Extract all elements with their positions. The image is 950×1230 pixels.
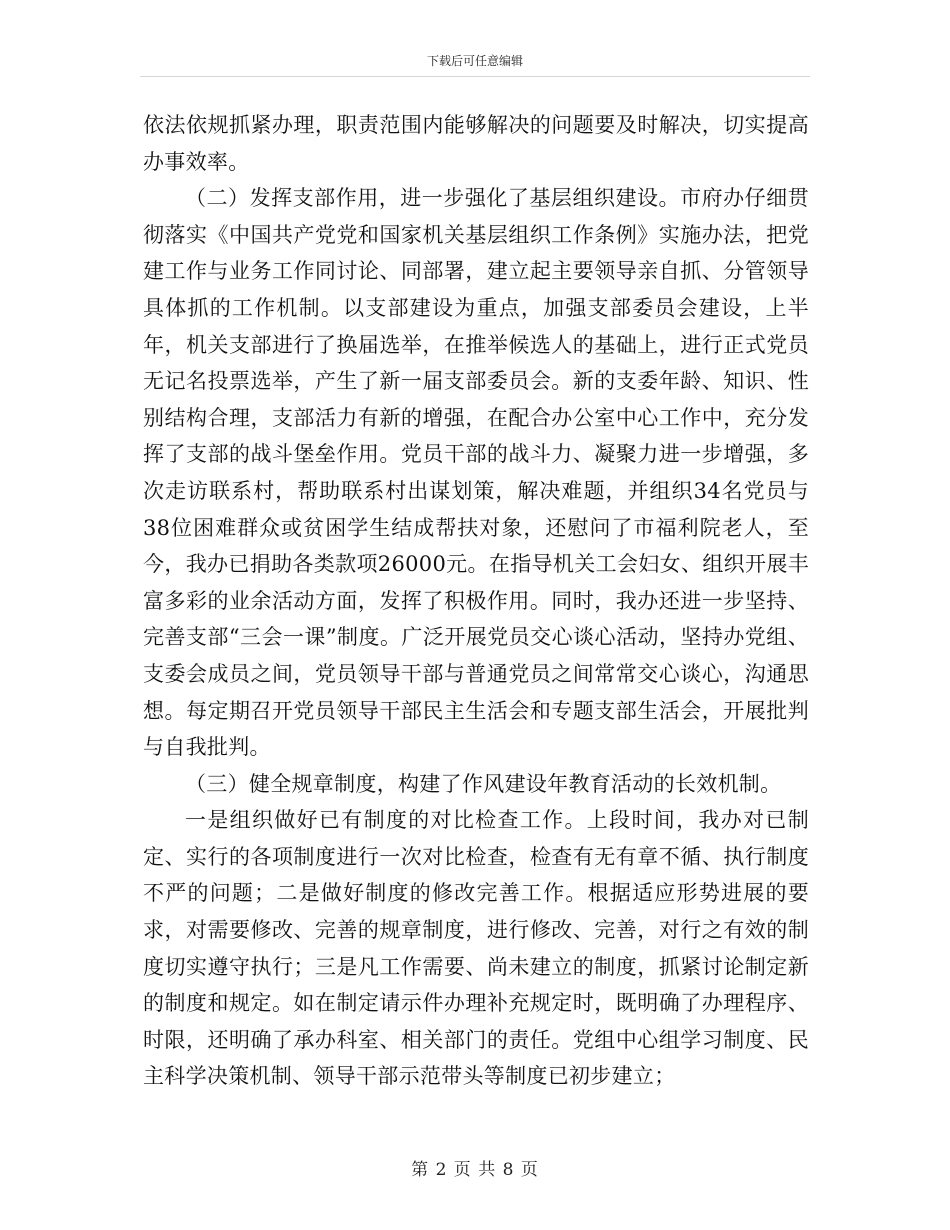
body-paragraph-2: （二）发挥支部作用，进一步强化了基层组织建设。市府办仔细贯彻落实《中国共产党党和国家机关基层组织工作条例》实施办法，把党建工作与业务工作同讨论、同部署，建立起主要领导亲自抓、分管领导具体抓的工作机制。以支部建设为重点，加强支部委员会建设，上半年，机关支部进行了换届选举，在推举候选人的基础上，进行正式党员无记名投票选举，产生了新一届支部委员会。新的支委年龄、知识、性别结构合理，支部活力有新的增强，在配合办公室中心工作中，充分发挥了支部的战斗堡垒作用。党员干部的战斗力、凝聚力进一步增强，多次走访联系村，帮助联系村出谋划策，解决难题，并组织34名党员与38位困难群众或贫困学生结成帮扶对象，还慰问了市福利院老人，至今，我办已捐助各类款项26000元。在指导机关工会妇女、组织开展丰富多彩的业余活动方面，发挥了积极作用。同时，我办还进一步坚持、完善支部“三会一课”制度。广泛开展党员交心谈心活动，坚持办党组、支委会成员之间，党员领导干部与普通党员之间常常交心谈心，沟通思想。每定期召开党员领导干部民主生活会和专题支部生活会，开展批判与自我批判。: [143, 186, 809, 760]
page-header: 下载后可任意编辑: [426, 54, 523, 68]
body-paragraph-3: （三）健全规章制度，构建了作风建设年教育活动的长效机制。: [185, 771, 782, 796]
header-divider: [140, 76, 810, 77]
body-paragraph-1: 依法依规抓紧办理，职责范围内能够解决的问题要及时解决，切实提高办事效率。: [143, 113, 809, 174]
page-number-footer: 第 2 页 共 8 页: [411, 1160, 539, 1180]
body-paragraph-4: 一是组织做好已有制度的对比检查工作。上段时间，我办对已制定、实行的各项制度进行一次对比检查，检查有无有章不循、执行制度不严的问题；二是做好制度的修改完善工作。根据适应形势进展的要求，对需要修改、完善的规章制度，进行修改、完善，对行之有效的制度切实遵守执行；三是凡工作需要、尚未建立的制度，抓紧讨论制定新的制度和规定。如在制定请示件办理补充规定时，既明确了办理程序、时限，还明确了承办科室、相关部门的责任。党组中心组学习制度、民主科学决策机制、领导干部示范带头等制度已初步建立；: [143, 808, 809, 1089]
document-body: [143, 107, 809, 1095]
